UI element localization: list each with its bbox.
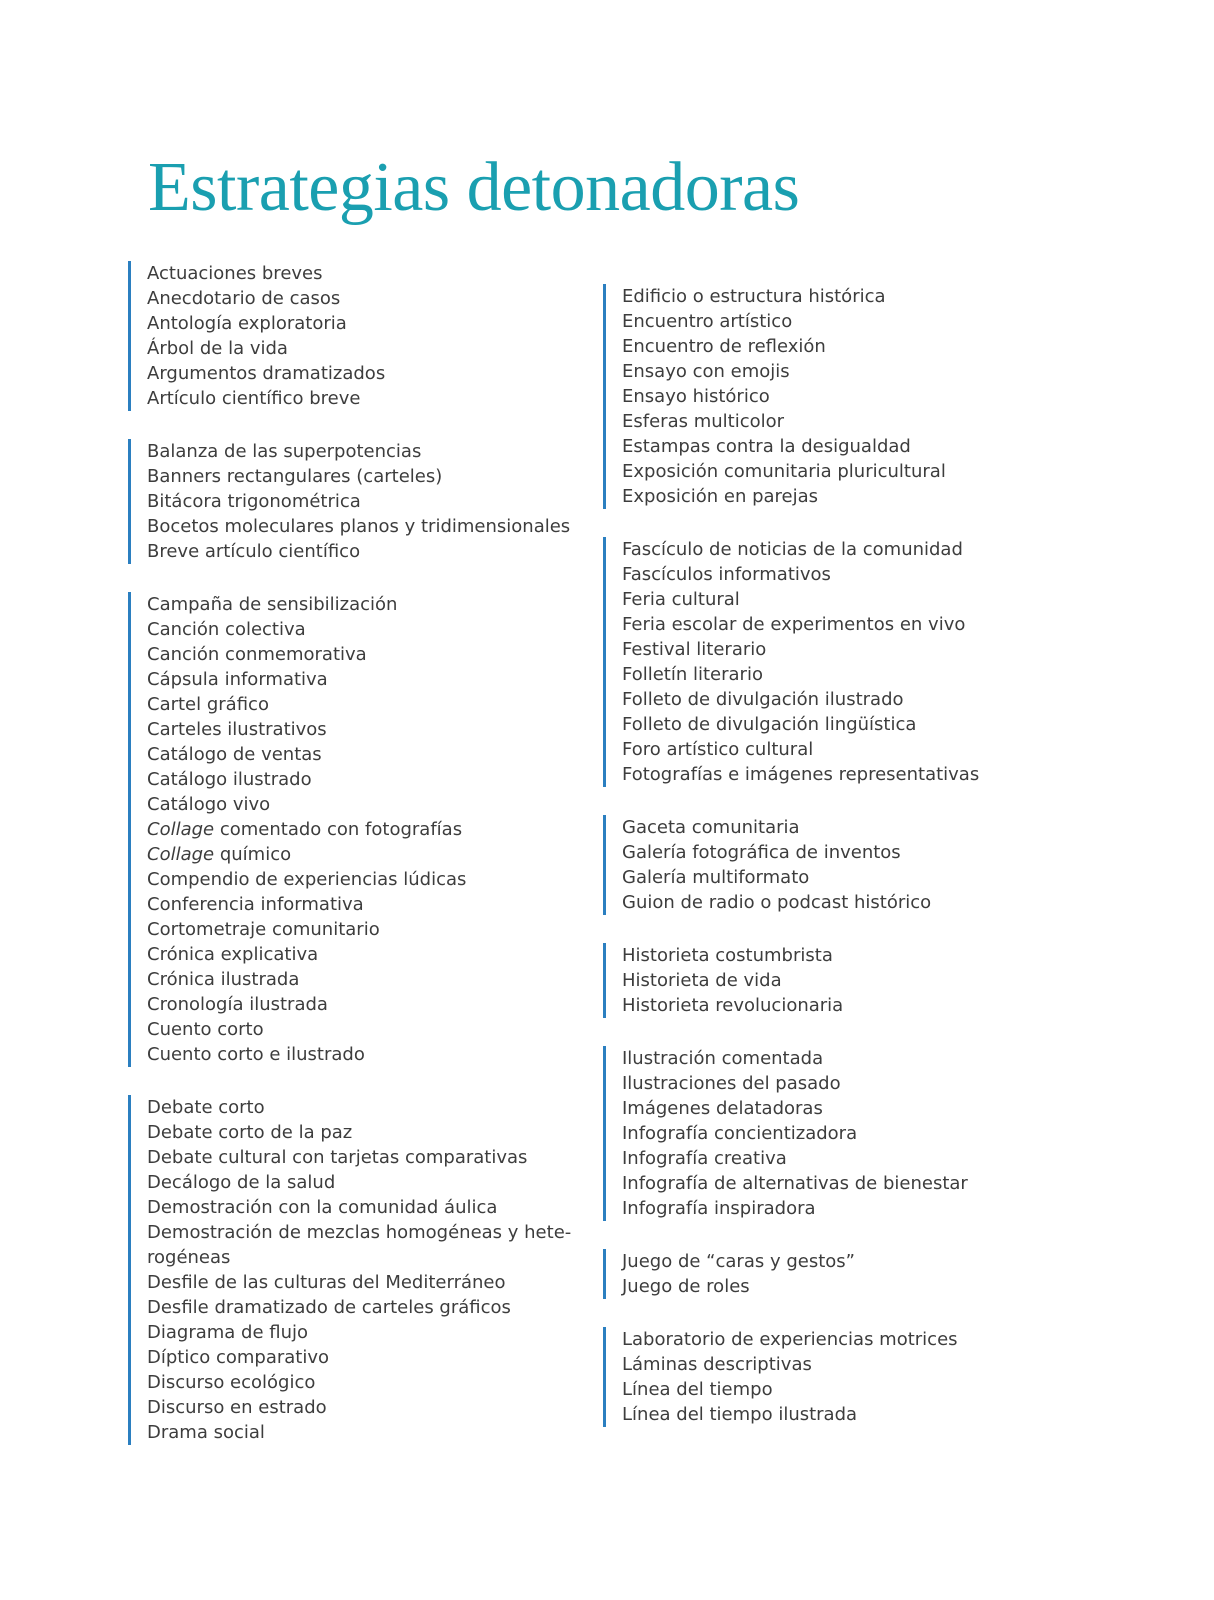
italic-term: Collage bbox=[147, 819, 215, 840]
strategy-text: Línea del tiempo ilustrada bbox=[622, 1404, 858, 1425]
strategy-item bbox=[622, 309, 1073, 334]
strategy-item bbox=[622, 562, 1073, 587]
strategy-text: Bocetos moleculares planos y tridimensionales bbox=[147, 516, 571, 537]
strategy-item bbox=[147, 817, 598, 842]
strategy-text: Canción conmemorativa bbox=[147, 644, 367, 665]
strategy-text: Historieta de vida bbox=[622, 970, 782, 991]
strategy-item bbox=[147, 1042, 598, 1067]
page-title: Estrategias detonadoras bbox=[148, 149, 800, 226]
left-column bbox=[128, 261, 598, 1445]
strategy-item bbox=[622, 1402, 1073, 1427]
strategy-text: Infografía concientizadora bbox=[622, 1123, 858, 1144]
strategy-item bbox=[147, 1395, 598, 1420]
strategy-item bbox=[147, 311, 598, 336]
alphabetical-group bbox=[603, 1327, 1073, 1427]
strategy-text: Cápsula informativa bbox=[147, 669, 328, 690]
strategy-text: Breve artículo científico bbox=[147, 541, 361, 562]
strategy-item bbox=[622, 1171, 1073, 1196]
strategy-item bbox=[147, 1245, 598, 1270]
strategy-item bbox=[147, 286, 598, 311]
strategy-item bbox=[147, 1270, 598, 1295]
strategy-item bbox=[147, 942, 598, 967]
strategy-item bbox=[147, 1345, 598, 1370]
strategy-text: Campaña de sensibilización bbox=[147, 594, 398, 615]
strategy-item bbox=[147, 867, 598, 892]
strategy-text: Cortometraje comunitario bbox=[147, 919, 380, 940]
strategy-text: Cuento corto bbox=[147, 1019, 264, 1040]
alphabetical-group bbox=[603, 943, 1073, 1018]
strategy-text: Cronología ilustrada bbox=[147, 994, 328, 1015]
strategy-item bbox=[622, 612, 1073, 637]
strategy-text: Artículo científico breve bbox=[147, 388, 361, 409]
strategy-item bbox=[622, 762, 1073, 787]
strategy-item bbox=[147, 1220, 598, 1245]
strategy-text: Debate corto bbox=[147, 1097, 265, 1118]
strategy-text: Galería multiformato bbox=[622, 867, 810, 888]
strategy-text: Debate cultural con tarjetas comparativas bbox=[147, 1147, 528, 1168]
strategy-item bbox=[147, 1420, 598, 1445]
strategy-item bbox=[622, 1274, 1073, 1299]
strategy-text: Cuento corto e ilustrado bbox=[147, 1044, 365, 1065]
strategy-item bbox=[622, 737, 1073, 762]
alphabetical-group bbox=[603, 1249, 1073, 1299]
strategy-text: Guion de radio o podcast histórico bbox=[622, 892, 932, 913]
strategy-text: Galería fotográfica de inventos bbox=[622, 842, 901, 863]
strategy-item bbox=[147, 1295, 598, 1320]
strategy-item bbox=[622, 484, 1073, 509]
strategy-item bbox=[622, 1146, 1073, 1171]
strategy-text: Festival literario bbox=[622, 639, 767, 660]
strategy-text: Banners rectangulares (carteles) bbox=[147, 466, 443, 487]
strategy-item bbox=[147, 1095, 598, 1120]
strategy-text: Folleto de divulgación lingüística bbox=[622, 714, 917, 735]
strategy-text: Infografía inspiradora bbox=[622, 1198, 816, 1219]
strategy-text: Exposición comunitaria pluricultural bbox=[622, 461, 946, 482]
strategy-text: químico bbox=[214, 844, 292, 865]
strategy-text: Historieta costumbrista bbox=[622, 945, 833, 966]
strategy-text: Cartel gráfico bbox=[147, 694, 269, 715]
strategy-item bbox=[622, 1046, 1073, 1071]
strategy-text: Imágenes delatadoras bbox=[622, 1098, 823, 1119]
strategy-text: Balanza de las superpotencias bbox=[147, 441, 422, 462]
strategy-item bbox=[622, 662, 1073, 687]
alphabetical-group bbox=[603, 284, 1073, 509]
strategy-item bbox=[147, 439, 598, 464]
strategy-item bbox=[147, 1195, 598, 1220]
strategy-text: Láminas descriptivas bbox=[622, 1354, 812, 1375]
strategy-text: Foro artístico cultural bbox=[622, 739, 814, 760]
strategy-text: Ilustración comentada bbox=[622, 1048, 824, 1069]
strategy-item bbox=[622, 637, 1073, 662]
strategy-text: Actuaciones breves bbox=[147, 263, 323, 284]
strategy-item bbox=[622, 865, 1073, 890]
strategy-text: Encuentro de reflexión bbox=[622, 336, 826, 357]
strategy-item bbox=[622, 1196, 1073, 1221]
strategy-item bbox=[622, 815, 1073, 840]
strategy-item bbox=[622, 1249, 1073, 1274]
strategy-text: Juego de “caras y gestos” bbox=[622, 1251, 855, 1272]
strategy-text: Feria cultural bbox=[622, 589, 740, 610]
strategy-text: Línea del tiempo bbox=[622, 1379, 773, 1400]
strategy-item bbox=[147, 717, 598, 742]
strategy-text: comentado con fotografías bbox=[214, 819, 463, 840]
strategy-text: Laboratorio de experiencias motrices bbox=[622, 1329, 958, 1350]
strategy-item bbox=[147, 1170, 598, 1195]
strategy-item bbox=[622, 334, 1073, 359]
strategy-text: Infografía de alternativas de bienestar bbox=[622, 1173, 968, 1194]
strategy-text: Debate corto de la paz bbox=[147, 1122, 353, 1143]
strategy-item bbox=[622, 1352, 1073, 1377]
strategy-item bbox=[147, 539, 598, 564]
strategy-text: Discurso en estrado bbox=[147, 1397, 327, 1418]
strategy-item bbox=[622, 537, 1073, 562]
strategy-item bbox=[622, 712, 1073, 737]
strategy-text: Encuentro artístico bbox=[622, 311, 793, 332]
right-column bbox=[603, 284, 1073, 1427]
strategy-item bbox=[147, 692, 598, 717]
strategy-text: Ensayo con emojis bbox=[622, 361, 790, 382]
strategy-text: Catálogo ilustrado bbox=[147, 769, 312, 790]
strategy-item bbox=[622, 1071, 1073, 1096]
strategy-item bbox=[147, 842, 598, 867]
strategy-text: Crónica ilustrada bbox=[147, 969, 300, 990]
strategy-item bbox=[147, 992, 598, 1017]
alphabetical-group bbox=[603, 815, 1073, 915]
strategy-item bbox=[622, 459, 1073, 484]
strategy-item bbox=[147, 386, 598, 411]
strategy-text: Fotografías e imágenes representativas bbox=[622, 764, 980, 785]
strategy-text: Bitácora trigonométrica bbox=[147, 491, 361, 512]
strategy-item bbox=[622, 1096, 1073, 1121]
strategy-text: Gaceta comunitaria bbox=[622, 817, 800, 838]
strategy-item bbox=[147, 642, 598, 667]
strategy-item bbox=[622, 993, 1073, 1018]
strategy-item bbox=[622, 384, 1073, 409]
strategy-text: Infografía creativa bbox=[622, 1148, 787, 1169]
alphabetical-group bbox=[603, 537, 1073, 787]
strategy-item bbox=[147, 361, 598, 386]
strategy-item bbox=[622, 890, 1073, 915]
strategy-item bbox=[147, 1145, 598, 1170]
strategy-text: Díptico comparativo bbox=[147, 1347, 330, 1368]
strategy-text: Esferas multicolor bbox=[622, 411, 785, 432]
strategy-text: Ensayo histórico bbox=[622, 386, 770, 407]
strategy-item bbox=[147, 261, 598, 286]
strategy-text: Argumentos dramatizados bbox=[147, 363, 386, 384]
strategy-text: Ilustraciones del pasado bbox=[622, 1073, 841, 1094]
strategy-item bbox=[147, 792, 598, 817]
strategy-item bbox=[147, 592, 598, 617]
strategy-item bbox=[147, 1320, 598, 1345]
strategy-item bbox=[622, 409, 1073, 434]
alphabetical-group bbox=[128, 261, 598, 411]
strategy-item bbox=[147, 967, 598, 992]
strategy-text: Historieta revolucionaria bbox=[622, 995, 844, 1016]
strategy-text: Decálogo de la salud bbox=[147, 1172, 336, 1193]
strategy-text: Feria escolar de experimentos en vivo bbox=[622, 614, 966, 635]
strategy-text: Desfile de las culturas del Mediterráneo bbox=[147, 1272, 506, 1293]
strategy-text: Antología exploratoria bbox=[147, 313, 347, 334]
strategy-item bbox=[622, 840, 1073, 865]
strategy-text: Desfile dramatizado de carteles gráficos bbox=[147, 1297, 511, 1318]
strategy-text: Crónica explicativa bbox=[147, 944, 319, 965]
alphabetical-group bbox=[128, 1095, 598, 1445]
strategy-text: Drama social bbox=[147, 1422, 265, 1443]
strategy-item bbox=[147, 742, 598, 767]
alphabetical-group bbox=[603, 1046, 1073, 1221]
strategy-text: Carteles ilustrativos bbox=[147, 719, 327, 740]
strategy-item bbox=[622, 943, 1073, 968]
strategy-text: Demostración de mezclas homogéneas y hete- bbox=[147, 1222, 572, 1243]
strategy-text: Demostración con la comunidad áulica bbox=[147, 1197, 498, 1218]
strategy-text: Exposición en parejas bbox=[622, 486, 819, 507]
strategy-text: Fascículo de noticias de la comunidad bbox=[622, 539, 963, 560]
strategy-text: Catálogo vivo bbox=[147, 794, 271, 815]
strategy-item bbox=[622, 284, 1073, 309]
strategy-item bbox=[147, 767, 598, 792]
strategy-text: Anecdotario de casos bbox=[147, 288, 341, 309]
strategy-text: Folleto de divulgación ilustrado bbox=[622, 689, 904, 710]
strategy-text: Folletín literario bbox=[622, 664, 763, 685]
strategy-item bbox=[622, 434, 1073, 459]
strategy-text: Canción colectiva bbox=[147, 619, 306, 640]
strategy-item bbox=[147, 892, 598, 917]
strategy-text: Catálogo de ventas bbox=[147, 744, 322, 765]
strategy-item bbox=[622, 1327, 1073, 1352]
strategy-text: Juego de roles bbox=[622, 1276, 750, 1297]
strategy-item bbox=[147, 489, 598, 514]
strategy-item bbox=[147, 917, 598, 942]
strategy-item bbox=[147, 617, 598, 642]
strategy-text: Árbol de la vida bbox=[147, 338, 288, 359]
strategy-text: Edificio o estructura histórica bbox=[622, 286, 886, 307]
strategy-item bbox=[622, 687, 1073, 712]
strategy-item bbox=[622, 1377, 1073, 1402]
strategy-item bbox=[622, 1121, 1073, 1146]
strategy-text: Fascículos informativos bbox=[622, 564, 831, 585]
strategy-item bbox=[147, 1120, 598, 1145]
strategy-text: Conferencia informativa bbox=[147, 894, 364, 915]
strategy-text: Diagrama de flujo bbox=[147, 1322, 309, 1343]
strategy-item bbox=[622, 359, 1073, 384]
strategy-item bbox=[622, 587, 1073, 612]
alphabetical-group bbox=[128, 592, 598, 1067]
strategy-item bbox=[147, 336, 598, 361]
strategy-item bbox=[147, 1017, 598, 1042]
strategy-item bbox=[147, 464, 598, 489]
strategy-text: rogéneas bbox=[147, 1247, 231, 1268]
strategy-item bbox=[622, 968, 1073, 993]
italic-term: Collage bbox=[147, 844, 215, 865]
strategy-item bbox=[147, 1370, 598, 1395]
alphabetical-group bbox=[128, 439, 598, 564]
strategy-text: Compendio de experiencias lúdicas bbox=[147, 869, 467, 890]
strategy-text: Discurso ecológico bbox=[147, 1372, 316, 1393]
strategy-text: Estampas contra la desigualdad bbox=[622, 436, 911, 457]
strategy-item bbox=[147, 514, 598, 539]
strategy-item bbox=[147, 667, 598, 692]
